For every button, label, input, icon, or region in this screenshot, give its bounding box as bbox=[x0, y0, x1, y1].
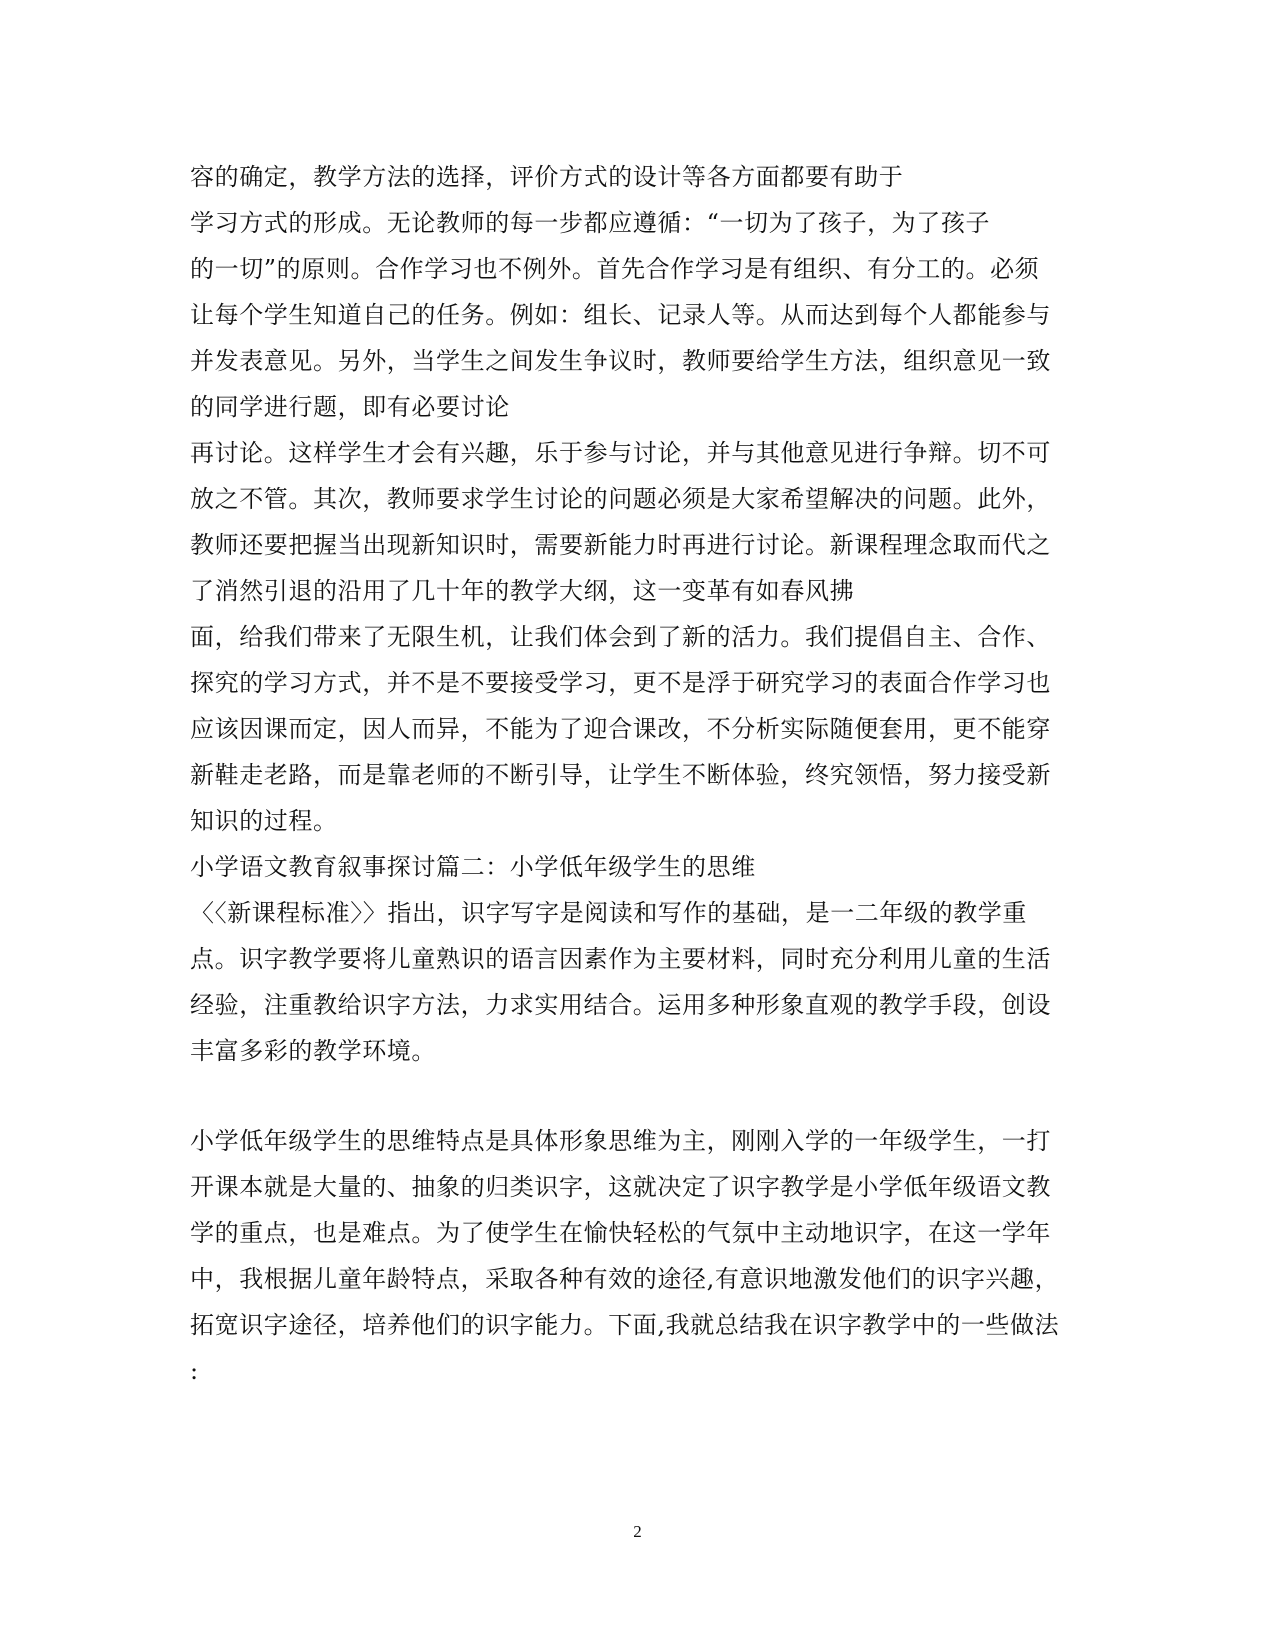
text-line: 教师还要把握当出现新知识时，需要新能力时再进行讨论。新课程理念取而代之 bbox=[190, 531, 1051, 559]
text-line: 拓宽识字途径，培养他们的识字能力。下面,我就总结我在识字教学中的一些做法 bbox=[190, 1311, 1060, 1339]
text-line: 探究的学习方式，并不是不要接受学习，更不是浮于研究学习的表面合作学习也 bbox=[190, 669, 1051, 697]
text-line: 学习方式的形成。无论教师的每一步都应遵循：“一切为了孩子，为了孩子 bbox=[190, 209, 991, 237]
text-line: 再讨论。这样学生才会有兴趣，乐于参与讨论，并与其他意见进行争辩。切不可 bbox=[190, 439, 1051, 467]
text-line: 小学低年级学生的思维特点是具体形象思维为主，刚刚入学的一年级学生，一打 bbox=[190, 1127, 1051, 1155]
text-line: 开课本就是大量的、抽象的归类识字，这就决定了识字教学是小学低年级语文教 bbox=[190, 1173, 1051, 1201]
text-line: 中，我根据儿童年龄特点，采取各种有效的途径,有意识地激发他们的识字兴趣， bbox=[190, 1265, 1060, 1293]
text-line: 新鞋走老路，而是靠老师的不断引导，让学生不断体验，终究领悟，努力接受新 bbox=[190, 761, 1051, 789]
section-heading: 小学语文教育叙事探讨篇二：小学低年级学生的思维 bbox=[190, 853, 756, 881]
text-line: 应该因课而定，因人而异，不能为了迎合课改，不分析实际随便套用，更不能穿 bbox=[190, 715, 1051, 743]
text-line: 经验，注重教给识字方法，力求实用结合。运用多种形象直观的教学手段，创设 bbox=[190, 991, 1051, 1019]
text-line: 〈〈新课程标准〉〉指出，识字写字是阅读和写作的基础，是一二年级的教学重 bbox=[190, 899, 1027, 927]
text-line: 并发表意见。另外，当学生之间发生争议时，教师要给学生方法，组织意见一致 bbox=[190, 347, 1051, 375]
page-number: 2 bbox=[633, 1522, 642, 1541]
text-line: 了消然引退的沿用了几十年的教学大纲，这一变革有如春风拂 bbox=[190, 577, 855, 605]
text-line: 学的重点，也是难点。为了使学生在愉快轻松的气氛中主动地识字，在这一学年 bbox=[190, 1219, 1051, 1247]
text-line: 的一切”的原则。合作学习也不例外。首先合作学习是有组织、有分工的。必须 bbox=[190, 255, 1040, 283]
text-line: 让每个学生知道自己的任务。例如：组长、记录人等。从而达到每个人都能参与 bbox=[190, 301, 1051, 329]
text-line: 知识的过程。 bbox=[190, 807, 338, 835]
text-line: 点。识字教学要将儿童熟识的语言因素作为主要材料，同时充分利用儿童的生活 bbox=[190, 945, 1051, 973]
text-line: 的同学进行题，即有必要讨论 bbox=[190, 393, 510, 421]
text-line: 容的确定，教学方法的选择，评价方式的设计等各方面都要有助于 bbox=[190, 163, 904, 191]
text-line: 放之不管。其次，教师要求学生讨论的问题必须是大家希望解决的问题。此外， bbox=[190, 485, 1051, 513]
text-line: 面，给我们带来了无限生机，让我们体会到了新的活力。我们提倡自主、合作、 bbox=[190, 623, 1051, 651]
text-line: 丰富多彩的教学环境。 bbox=[190, 1037, 436, 1065]
text-line: : bbox=[190, 1357, 199, 1385]
